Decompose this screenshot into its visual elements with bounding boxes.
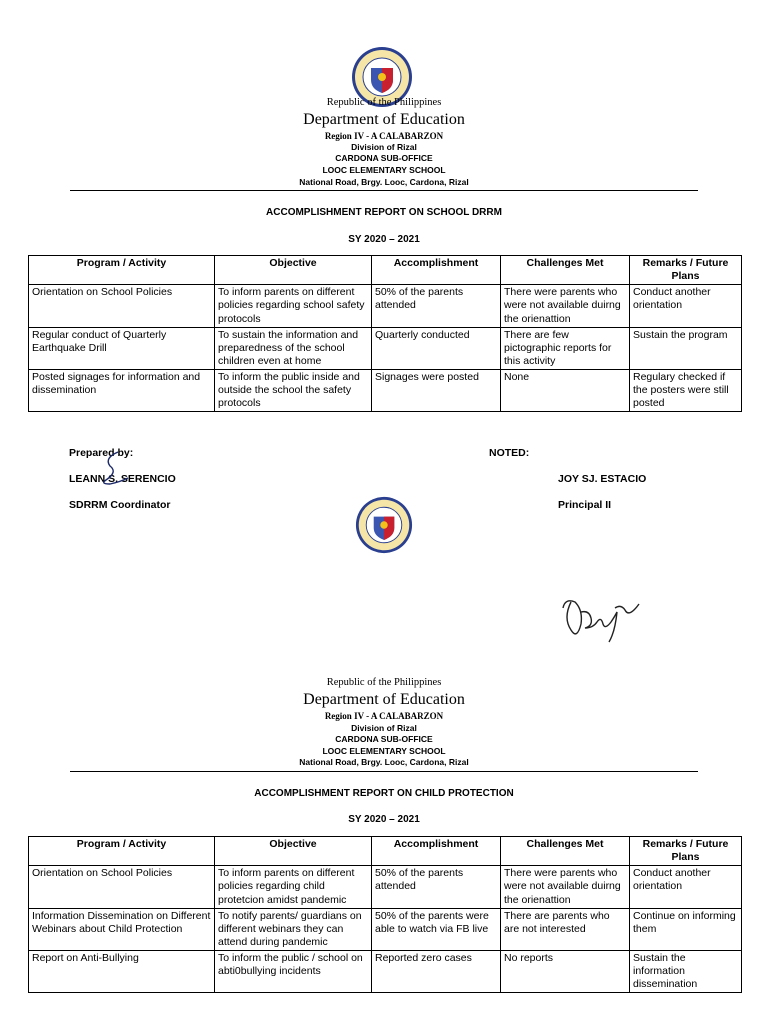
table-cell: Conduct another orientation [630,285,742,327]
letterhead-school: LOOC ELEMENTARY SCHOOL [322,165,446,175]
table-cell: To inform parents on different policies regarding school safety protocols [215,285,372,327]
letterhead-department: Department of Education [303,111,465,128]
noted-label: NOTED: [489,447,530,459]
table-cell: There are parents who are not interested [501,908,630,950]
table-cell: To inform the public / school on abti0bullying incidents [215,951,372,993]
table-cell: Sustain the program [630,327,742,369]
letterhead-address: National Road, Brgy. Looc, Cardona, Rizal [299,177,469,187]
table-row [29,951,742,993]
table-cell: To notify parents/ guardians on different webinars they can attend during pandemic [215,908,372,950]
table-cell: 50% of the parents attended [372,285,501,327]
column-header: Program / Activity [29,256,215,285]
column-header: Program / Activity [29,837,215,866]
prepared-signature-icon [96,448,138,492]
table-cell: Quarterly conducted [372,327,501,369]
letterhead-region: Region IV - A CALABARZON [324,711,444,721]
table-cell: Regulary checked if the posters were still posted [630,370,742,412]
table-cell: No reports [501,951,630,993]
table-cell: To inform the public inside and outside the school the safety protocols [215,370,372,412]
table-cell: Orientation on School Policies [29,866,215,908]
table-cell: 50% of the parents attended [372,866,501,908]
column-header: Objective [215,837,372,866]
report-school-year: SY 2020 – 2021 [348,814,420,825]
letterhead-sub-office: CARDONA SUB-OFFICE [335,153,433,163]
table-cell: Information Dissemination on Different Webinars about Child Protection [29,908,215,950]
table-cell: 50% of the parents were able to watch via FB live [372,908,501,950]
column-header: Remarks / Future Plans [630,837,742,866]
table-row [29,285,742,327]
column-header: Accomplishment [372,256,501,285]
letterhead-divider [70,190,698,191]
table-cell: To inform parents on different policies regarding child protetcion amidst pandemic [215,866,372,908]
prepared-by-title: SDRRM Coordinator [69,499,171,511]
table-row [29,866,742,908]
table-cell: Orientation on School Policies [29,285,215,327]
table-cell: Signages were posted [372,370,501,412]
noted-name: JOY SJ. ESTACIO [558,473,647,485]
column-header: Accomplishment [372,837,501,866]
report-school-year: SY 2020 – 2021 [348,234,420,245]
letterhead-department: Department of Education [303,691,465,708]
table-header-row [29,837,742,866]
table-cell: Conduct another orientation [630,866,742,908]
table-cell: There were parents who were not available duirng the orienattion [501,285,630,327]
column-header: Objective [215,256,372,285]
table-cell: Regular conduct of Quarterly Earthquake Drill [29,327,215,369]
report-title: ACCOMPLISHMENT REPORT ON SCHOOL DRRM [266,207,502,218]
report-title: ACCOMPLISHMENT REPORT ON CHILD PROTECTION [254,788,514,799]
table-cell: There were parents who were not available duirng the orienattion [501,866,630,908]
column-header: Remarks / Future Plans [630,256,742,285]
letterhead-republic: Republic of the Philippines [326,97,442,108]
table-cell: To sustain the information and preparedness of the school children even at home [215,327,372,369]
table-cell: Sustain the information dissemination [630,951,742,993]
letterhead-republic: Republic of the Philippines [326,677,442,688]
letterhead-region: Region IV - A CALABARZON [324,131,444,141]
table-cell: None [501,370,630,412]
letterhead-sub-office: CARDONA SUB-OFFICE [335,734,433,744]
letterhead-division: Division of Rizal [351,142,417,152]
table-cell: Posted signages for information and dissemination [29,370,215,412]
table-row [29,327,742,369]
table-cell: There are few pictographic reports for this activity [501,327,630,369]
column-header: Challenges Met [501,837,630,866]
letterhead-divider [70,771,698,772]
table-cell: Continue on informing them [630,908,742,950]
prepared-by-label: Prepared by: [69,447,134,459]
letterhead-address: National Road, Brgy. Looc, Cardona, Rizal [299,757,469,767]
prepared-by-name: LEANN S. SERENCIO [69,473,176,485]
table-row [29,370,742,412]
report-table [28,255,742,412]
table-cell: Reported zero cases [372,951,501,993]
letterhead-school: LOOC ELEMENTARY SCHOOL [322,746,446,756]
column-header: Challenges Met [501,256,630,285]
table-cell: Report on Anti-Bullying [29,951,215,993]
table-header-row [29,256,742,285]
deped-seal-icon [355,496,413,554]
principal-signature-icon [557,590,647,648]
table-row [29,908,742,950]
noted-title: Principal II [558,499,612,511]
report-table [28,836,742,993]
letterhead-division: Division of Rizal [351,723,417,733]
